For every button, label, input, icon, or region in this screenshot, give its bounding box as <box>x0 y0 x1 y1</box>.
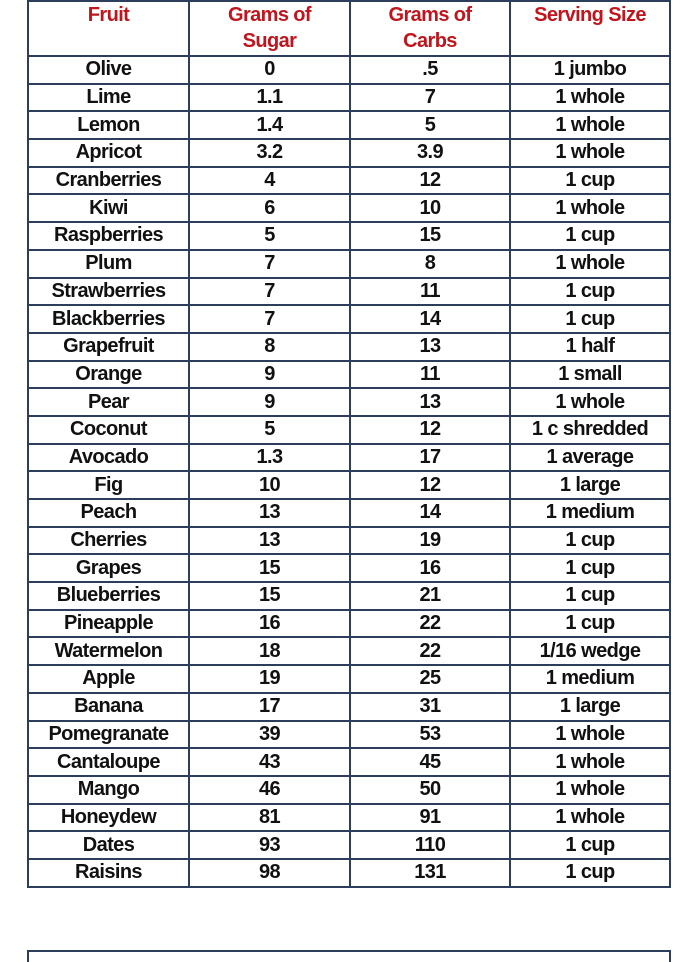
sugar-cell: 9 <box>189 361 350 389</box>
header-grams-of-carbs: Grams of Carbs <box>350 1 510 56</box>
sugar-cell: 4 <box>189 167 350 195</box>
table-row <box>28 748 670 776</box>
fruit-cell: Grapes <box>28 554 189 582</box>
sugar-cell: 1.1 <box>189 84 350 112</box>
carbs-cell: 16 <box>350 554 510 582</box>
sugar-cell: 15 <box>189 554 350 582</box>
serving-size-cell: 1 medium <box>510 499 670 527</box>
carbs-cell: 11 <box>350 278 510 306</box>
table-row <box>28 693 670 721</box>
serving-size-cell: 1 whole <box>510 804 670 832</box>
serving-size-cell: 1 whole <box>510 388 670 416</box>
carbs-cell: 10 <box>350 194 510 222</box>
table-row <box>28 361 670 389</box>
table-row <box>28 582 670 610</box>
carbs-cell: 17 <box>350 444 510 472</box>
table-row <box>28 859 670 887</box>
table-row <box>28 388 670 416</box>
serving-size-cell: 1 cup <box>510 167 670 195</box>
header-row <box>28 1 670 56</box>
serving-size-cell: 1 cup <box>510 527 670 555</box>
serving-size-cell: 1 cup <box>510 278 670 306</box>
serving-size-cell: 1 c shredded <box>510 416 670 444</box>
fruit-cell: Lime <box>28 84 189 112</box>
carbs-cell: .5 <box>350 56 510 84</box>
fruit-cell: Banana <box>28 693 189 721</box>
sugar-cell: 17 <box>189 693 350 721</box>
carbs-cell: 53 <box>350 721 510 749</box>
fruit-cell: Dates <box>28 831 189 859</box>
carbs-cell: 21 <box>350 582 510 610</box>
serving-size-cell: 1 cup <box>510 305 670 333</box>
serving-size-cell: 1 whole <box>510 776 670 804</box>
carbs-cell: 8 <box>350 250 510 278</box>
table-row <box>28 222 670 250</box>
fruit-cell: Mango <box>28 776 189 804</box>
sugar-cell: 81 <box>189 804 350 832</box>
table-row <box>28 721 670 749</box>
table-row <box>28 444 670 472</box>
carbs-cell: 11 <box>350 361 510 389</box>
fruit-cell: Honeydew <box>28 804 189 832</box>
serving-size-cell: 1 whole <box>510 139 670 167</box>
sugar-cell: 15 <box>189 582 350 610</box>
carbs-cell: 7 <box>350 84 510 112</box>
carbs-cell: 13 <box>350 333 510 361</box>
sugar-cell: 7 <box>189 278 350 306</box>
carbs-cell: 22 <box>350 637 510 665</box>
fruit-cell: Cranberries <box>28 167 189 195</box>
table-bottom-border <box>27 950 671 952</box>
fruit-cell: Fig <box>28 471 189 499</box>
carbs-cell: 110 <box>350 831 510 859</box>
serving-size-cell: 1 half <box>510 333 670 361</box>
sugar-cell: 16 <box>189 610 350 638</box>
table-row <box>28 111 670 139</box>
fruit-cell: Coconut <box>28 416 189 444</box>
header-serving-size: Serving Size <box>510 1 670 56</box>
sugar-cell: 13 <box>189 499 350 527</box>
carbs-cell: 15 <box>350 222 510 250</box>
carbs-cell: 45 <box>350 748 510 776</box>
serving-size-cell: 1 small <box>510 361 670 389</box>
carbs-cell: 31 <box>350 693 510 721</box>
fruit-cell: Raspberries <box>28 222 189 250</box>
carbs-cell: 50 <box>350 776 510 804</box>
carbs-cell: 13 <box>350 388 510 416</box>
table-row <box>28 637 670 665</box>
sugar-cell: 0 <box>189 56 350 84</box>
table-row <box>28 305 670 333</box>
table-row <box>28 776 670 804</box>
table-right-edge <box>669 950 671 962</box>
carbs-cell: 12 <box>350 471 510 499</box>
serving-size-cell: 1 large <box>510 693 670 721</box>
carbs-cell: 19 <box>350 527 510 555</box>
carbs-cell: 14 <box>350 499 510 527</box>
sugar-cell: 43 <box>189 748 350 776</box>
fruit-cell: Pear <box>28 388 189 416</box>
serving-size-cell: 1 cup <box>510 610 670 638</box>
fruit-cell: Apricot <box>28 139 189 167</box>
serving-size-cell: 1 whole <box>510 250 670 278</box>
sugar-cell: 13 <box>189 527 350 555</box>
sugar-cell: 93 <box>189 831 350 859</box>
serving-size-cell: 1 cup <box>510 582 670 610</box>
sugar-cell: 5 <box>189 416 350 444</box>
table-row <box>28 333 670 361</box>
serving-size-cell: 1 whole <box>510 111 670 139</box>
table-row <box>28 499 670 527</box>
serving-size-cell: 1 whole <box>510 748 670 776</box>
serving-size-cell: 1 large <box>510 471 670 499</box>
sugar-cell: 9 <box>189 388 350 416</box>
fruit-sugar-table <box>27 0 671 888</box>
fruit-cell: Pomegranate <box>28 721 189 749</box>
serving-size-cell: 1 cup <box>510 831 670 859</box>
fruit-cell: Watermelon <box>28 637 189 665</box>
header-grams-of-sugar: Grams of Sugar <box>189 1 350 56</box>
fruit-cell: Cantaloupe <box>28 748 189 776</box>
serving-size-cell: 1 cup <box>510 222 670 250</box>
sugar-cell: 5 <box>189 222 350 250</box>
table-row <box>28 56 670 84</box>
serving-size-cell: 1 cup <box>510 859 670 887</box>
table-row <box>28 665 670 693</box>
table-row <box>28 554 670 582</box>
carbs-cell: 14 <box>350 305 510 333</box>
carbs-cell: 25 <box>350 665 510 693</box>
table-row <box>28 167 670 195</box>
table-row <box>28 804 670 832</box>
fruit-cell: Avocado <box>28 444 189 472</box>
fruit-cell: Olive <box>28 56 189 84</box>
serving-size-cell: 1 average <box>510 444 670 472</box>
table-row <box>28 416 670 444</box>
carbs-cell: 12 <box>350 416 510 444</box>
table-row <box>28 84 670 112</box>
serving-size-cell: 1 medium <box>510 665 670 693</box>
table-row <box>28 831 670 859</box>
fruit-cell: Pineapple <box>28 610 189 638</box>
carbs-cell: 91 <box>350 804 510 832</box>
fruit-cell: Peach <box>28 499 189 527</box>
table-row <box>28 139 670 167</box>
carbs-cell: 12 <box>350 167 510 195</box>
sugar-cell: 8 <box>189 333 350 361</box>
fruit-cell: Plum <box>28 250 189 278</box>
fruit-cell: Apple <box>28 665 189 693</box>
table-row <box>28 610 670 638</box>
serving-size-cell: 1 whole <box>510 194 670 222</box>
sugar-cell: 39 <box>189 721 350 749</box>
serving-size-cell: 1 whole <box>510 84 670 112</box>
fruit-cell: Raisins <box>28 859 189 887</box>
carbs-cell: 22 <box>350 610 510 638</box>
serving-size-cell: 1 jumbo <box>510 56 670 84</box>
serving-size-cell: 1 cup <box>510 554 670 582</box>
sugar-cell: 7 <box>189 305 350 333</box>
sugar-cell: 1.3 <box>189 444 350 472</box>
fruit-cell: Grapefruit <box>28 333 189 361</box>
sugar-cell: 10 <box>189 471 350 499</box>
fruit-cell: Blackberries <box>28 305 189 333</box>
sugar-cell: 19 <box>189 665 350 693</box>
carbs-cell: 131 <box>350 859 510 887</box>
table-left-edge <box>27 950 29 962</box>
table-body <box>28 56 670 887</box>
carbs-cell: 5 <box>350 111 510 139</box>
sugar-cell: 6 <box>189 194 350 222</box>
sugar-cell: 18 <box>189 637 350 665</box>
table-row <box>28 278 670 306</box>
fruit-cell: Lemon <box>28 111 189 139</box>
fruit-cell: Orange <box>28 361 189 389</box>
sugar-cell: 46 <box>189 776 350 804</box>
fruit-cell: Strawberries <box>28 278 189 306</box>
table-row <box>28 527 670 555</box>
sugar-cell: 3.2 <box>189 139 350 167</box>
fruit-cell: Blueberries <box>28 582 189 610</box>
fruit-cell: Kiwi <box>28 194 189 222</box>
serving-size-cell: 1 whole <box>510 721 670 749</box>
table-row <box>28 194 670 222</box>
table-row <box>28 250 670 278</box>
sugar-cell: 7 <box>189 250 350 278</box>
sugar-cell: 98 <box>189 859 350 887</box>
fruit-cell: Cherries <box>28 527 189 555</box>
serving-size-cell: 1/16 wedge <box>510 637 670 665</box>
sugar-cell: 1.4 <box>189 111 350 139</box>
header-fruit: Fruit <box>28 1 189 56</box>
carbs-cell: 3.9 <box>350 139 510 167</box>
table-row <box>28 471 670 499</box>
